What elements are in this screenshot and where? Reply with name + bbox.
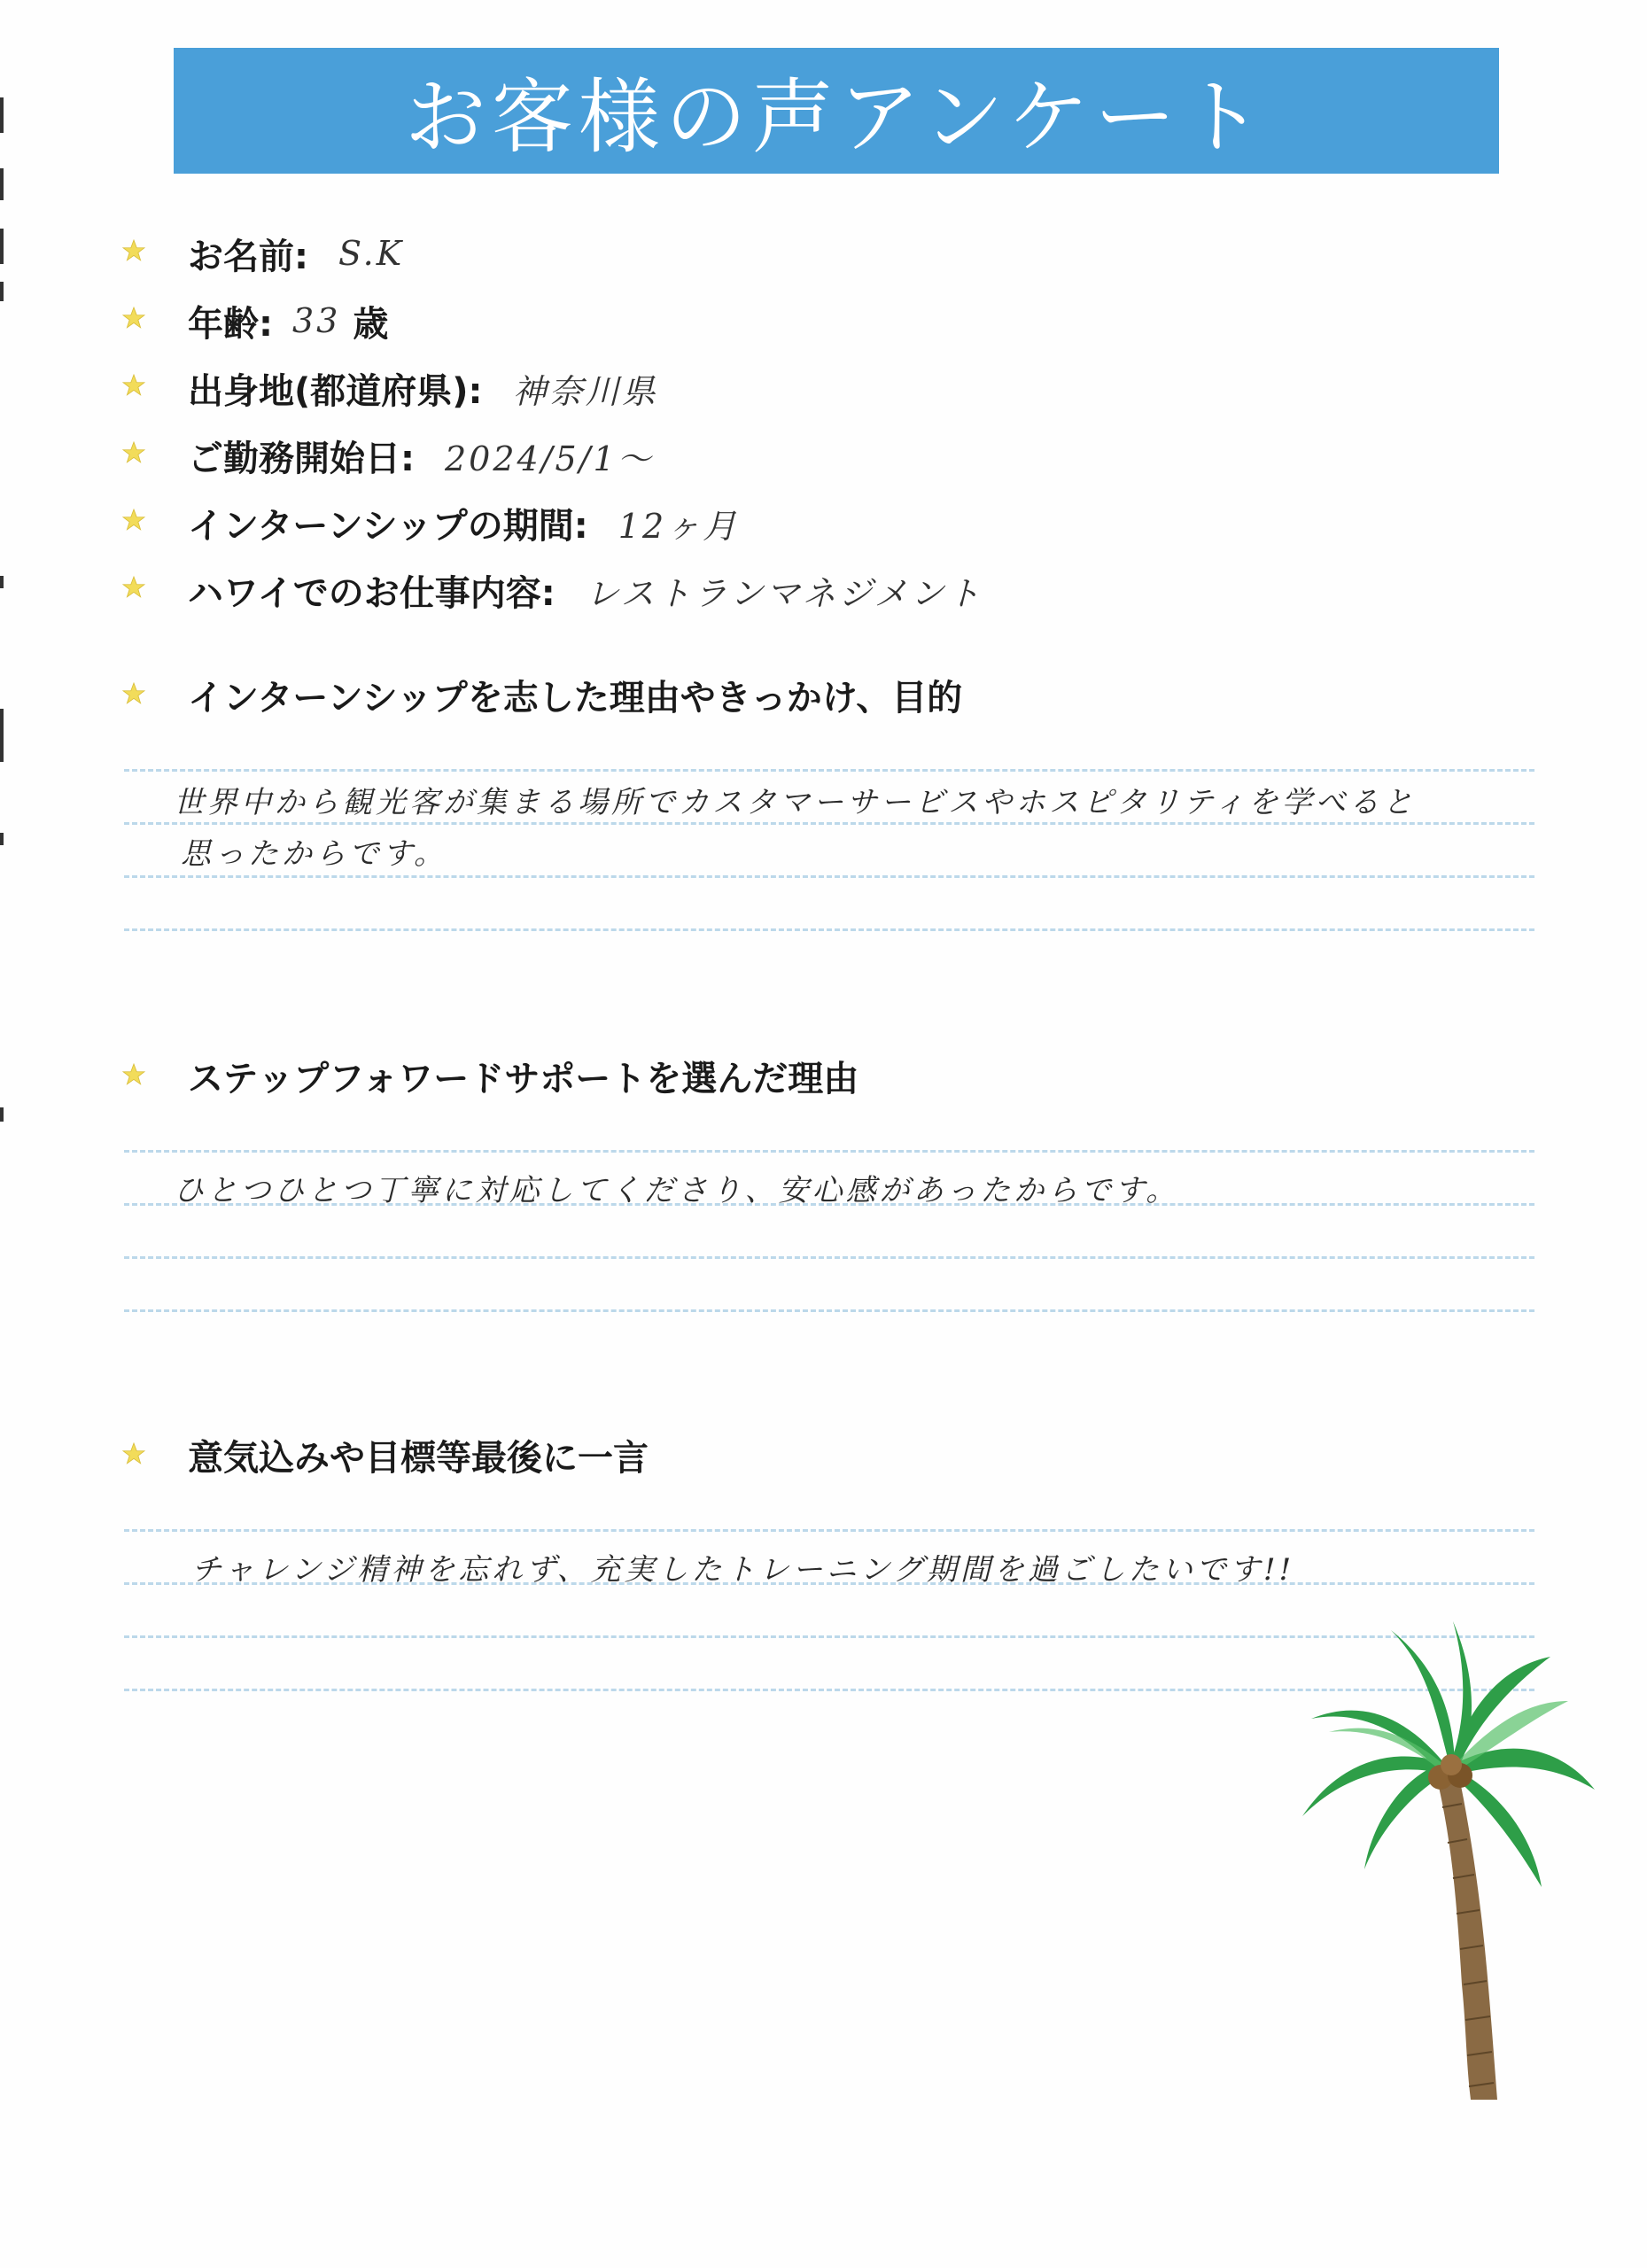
ruled-line <box>124 769 1534 772</box>
field-label: 出身地(都道府県): <box>188 370 483 412</box>
scan-edge-mark <box>0 1107 4 1122</box>
star-icon <box>122 239 145 262</box>
answer-line: チャレンジ精神を忘れず、充実したトレーニング期間を過ごしたいです!! <box>191 1552 1295 1588</box>
answer-line: ひとつひとつ丁寧に対応してくださり、安心感があったからです。 <box>174 1173 1180 1208</box>
field-label: 年齢: <box>188 303 273 345</box>
field-value: 2024/5/1〜 <box>445 439 654 478</box>
scan-edge-mark <box>0 282 4 301</box>
scan-edge-mark <box>0 833 4 845</box>
scan-edge-mark <box>0 97 4 133</box>
page-title: お客様の声アンケート <box>404 70 1269 165</box>
section-heading-reason-support: ステップフォワードサポートを選んだ理由 <box>188 1059 859 1099</box>
scan-edge-mark <box>0 576 4 588</box>
scan-edge-mark <box>0 229 4 264</box>
field-value: 33 <box>292 301 341 340</box>
ruled-line <box>124 822 1534 825</box>
ruled-line <box>124 1150 1534 1153</box>
field-value: 12ヶ月 <box>618 506 740 546</box>
ruled-line <box>124 1256 1534 1259</box>
field-suffix: 歳 <box>353 303 389 345</box>
title-banner <box>174 48 1499 174</box>
scan-edge-mark <box>0 709 4 762</box>
field-hometown <box>188 361 658 415</box>
star-icon <box>122 374 145 397</box>
ruled-line <box>124 1203 1534 1206</box>
field-value: 神奈川県 <box>512 371 658 411</box>
star-icon <box>122 576 145 599</box>
field-value: レストランマネジメント <box>585 573 983 613</box>
field-age <box>188 294 388 347</box>
field-start-date <box>188 429 654 482</box>
star-icon <box>122 441 145 464</box>
star-icon <box>122 1442 145 1465</box>
palm-tree-icon <box>1285 1612 1604 2109</box>
ruled-line <box>124 1529 1534 1532</box>
answer-line: 思ったからです。 <box>181 836 447 872</box>
field-value: S.K <box>338 234 405 273</box>
answer-line: 世界中から観光客が集まる場所でカスタマーサービスやホスピタリティを学べると <box>174 785 1417 820</box>
star-icon <box>122 1063 145 1086</box>
field-job-content <box>188 563 983 617</box>
ruled-line <box>124 1582 1534 1585</box>
field-label: ご勤務開始日: <box>188 438 415 479</box>
star-icon <box>122 509 145 532</box>
field-name <box>188 227 404 280</box>
section-heading-motivation: インターンシップを志した理由やきっかけ、目的 <box>188 678 963 718</box>
ruled-line <box>124 875 1534 878</box>
ruled-line <box>124 928 1534 931</box>
star-icon <box>122 307 145 330</box>
field-label: お名前: <box>188 236 308 277</box>
field-internship-period <box>188 496 739 549</box>
section-heading-final-words: 意気込みや目標等最後に一言 <box>188 1438 649 1479</box>
ruled-line <box>124 1309 1534 1312</box>
star-icon <box>122 682 145 705</box>
field-label: ハワイでのお仕事内容: <box>188 572 555 614</box>
field-label: インターンシップの期間: <box>188 505 588 547</box>
scan-edge-mark <box>0 168 4 200</box>
